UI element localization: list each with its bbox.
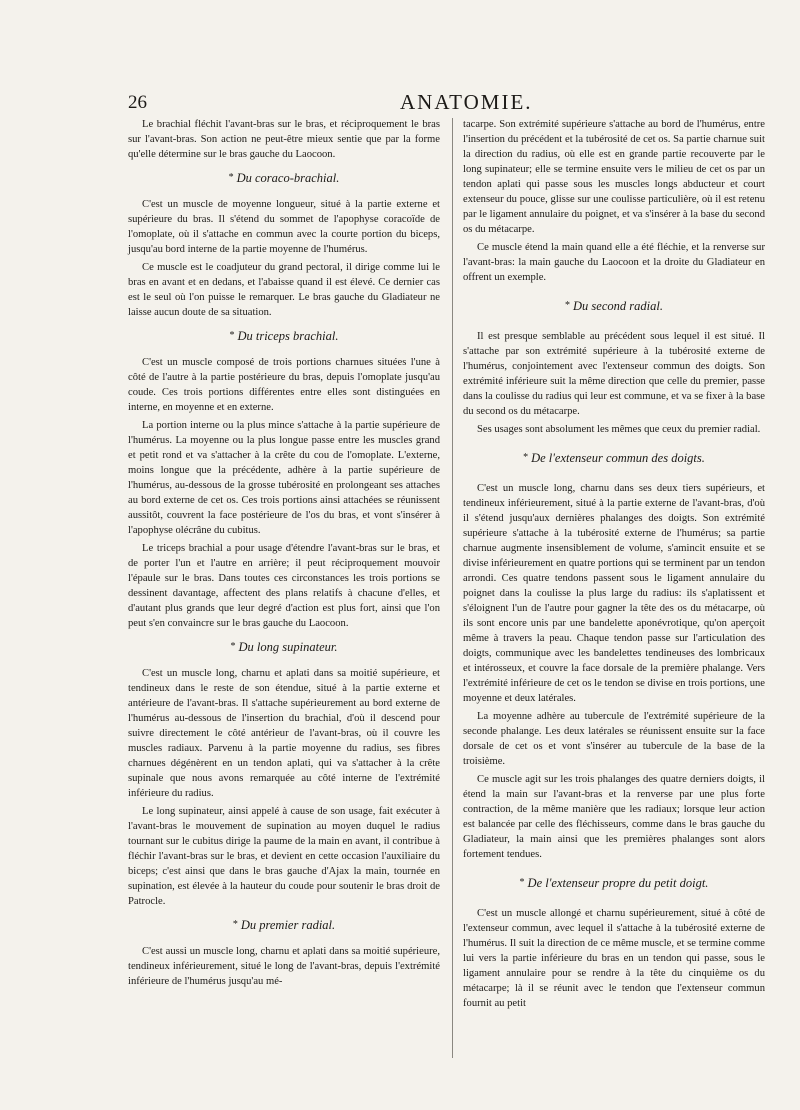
asterisk-icon: * (229, 330, 235, 341)
paragraph: La portion interne ou la plus mince s'attache à la partie supérieure de l'humérus. La moyenne ou la plus longue passe entre les muscles grand et petit rond et va s'attacher à la crête du cou de l'omoplate. L'externe, moins longue que la précédente, adhère à la partie supérieure de l'humérus, au-dessous de la grosse tubérosité en prolongeant ses attaches au bord externe de cet os. Ces trois portions ainsi attachées se réunissent aussitôt, couvrent la face postérieure de l'os du bras, et vont s'insérer à l'apophyse olécrâne du cubitus. (128, 420, 440, 536)
column-divider (452, 118, 453, 1058)
paragraph: tacarpe. Son extrémité supérieure s'attache au bord de l'humérus, entre l'insertion du précédent et la tubérosité de cet os. Sa partie charnue suit la direction du radius, où elle est en grande partie recouverte par le long supinateur; elle se termine ensuite vers le milieu de cet os par un tendon aplati qui passe sous les muscles longs abducteur et court extenseur du pouce, glisse sur une coulisse particulière, où il est retenu par le ligament annulaire du poignet, et va s'insérer à la base du second os du métacarpe. (463, 119, 765, 235)
paragraph: C'est un muscle de moyenne longueur, situé à la partie externe et supérieure du bras. Il s'étend du sommet de l'apophyse coracoïde de l'omoplate, où il s'attache en commun avec la courte portion du biceps, jusqu'au bord interne de la partie moyenne de l'humérus. (128, 199, 440, 255)
paragraph: Ce muscle est le coadjuteur du grand pectoral, il dirige comme lui le bras en avant et en dedans, et l'abaisse quand il est élevé. Ce dernier cas est le seul où l'on puisse le remarquer. Le bras gauche du Gladiateur ne laisse aucun doute de sa situation. (128, 262, 440, 318)
heading-text: Du second radial. (573, 299, 663, 313)
paragraph: Ses usages sont absolument les mêmes que ceux du premier radial. (477, 424, 761, 435)
paragraph: Ce muscle étend la main quand elle a été fléchie, et la renverse sur l'avant-bras: la main gauche du Laocoon et la droite du Gladiateur en offrent un exemple. (463, 242, 765, 283)
section-heading (463, 451, 765, 467)
heading-text: Du triceps brachial. (237, 329, 339, 343)
heading-text: Du premier radial. (240, 918, 336, 932)
heading-text: Du long supinateur. (238, 640, 338, 654)
paragraph: C'est aussi un muscle long, charnu et aplati dans sa moitié supérieure, tendineux inférieurement, situé le long de l'avant-bras, depuis l'extrémité inférieure de l'humérus jusqu'au mé- (128, 946, 440, 987)
asterisk-icon: * (523, 452, 529, 463)
page-number: 26 (128, 92, 147, 113)
section-heading (128, 329, 440, 345)
asterisk-icon: * (519, 877, 525, 888)
section-heading (128, 918, 440, 934)
heading-text: Du coraco-brachial. (236, 171, 340, 185)
paragraph: C'est un muscle long, charnu dans ses deux tiers supérieurs, et tendineux inférieurement, situé à la partie externe de l'avant-bras, d'où il s'étend jusqu'aux dernières phalanges des doigts. Son extrémité supérieure s'attache à la tubérosité externe de l'humérus; sa partie charnue augmente insensiblement de volume, s'amincit ensuite et se divise inférieurement en quatre portions qui se terminent par un tendon arrondi. Ces quatre tendons passent sous le ligament annulaire du poignet dans la coulisse la plus large du radius: ils s'aplatissent et s'éloignent l'un de l'autre pour gagner la tête des os du métacarpe, où ils sont encore unis par une bandelette aponévrotique, qu'on aperçoit même à travers la peau. Chaque tendon passe sur l'articulation des doigts, communique avec les bandelettes tendineuses des lombricaux et intérosseux, et couvre la face dorsale de la première phalange. Vers l'extrémité inférieure de cet os le tendon se divise en trois portions, une moyenne et deux latérales. (463, 483, 765, 704)
paragraph: Le brachial fléchit l'avant-bras sur le bras, et réciproquement le bras sur l'avant-bras. Son action ne peut-être mieux sentie que par la forme qu'elle détermine sur le bras gauche du Laocoon. (128, 119, 440, 160)
paragraph: Ce muscle agit sur les trois phalanges des quatre derniers doigts, il étend la main sur l'avant-bras et la renverse par une plus forte contraction, de la même manière que les radiaux; lorsque leur action est balancée par celle des fléchisseurs, comme dans le bras gauche du Gladiateur, la main ainsi que les premières phalanges sont alors fortement tendues. (463, 774, 765, 860)
paragraph: Il est presque semblable au précédent sous lequel il est situé. Il s'attache par son extrémité supérieure à la tubérosité externe de l'humérus, conjointement avec l'extenseur commun des doigts. Son extrémité inférieure suit la même direction que celle du premier, passe dans la coulisse du radius qui leur est commune, et va se fixer à la base du second os du métacarpe. (463, 331, 765, 417)
left-column (128, 117, 440, 992)
section-heading (128, 171, 440, 187)
asterisk-icon: * (230, 641, 236, 652)
running-title: ANATOMIE. (400, 90, 533, 114)
asterisk-icon: * (228, 172, 234, 183)
paragraph: La moyenne adhère au tubercule de l'extrémité supérieure de la seconde phalange. Les deux latérales se réunissent ensuite sur la face dorsale de cet os et vont s'insérer au tubercule de la base de la troisième. (463, 711, 765, 767)
asterisk-icon: * (565, 300, 571, 311)
paragraph: Le triceps brachial a pour usage d'étendre l'avant-bras sur le bras, et de porter l'un et l'autre en arrière; il peut réciproquement mouvoir l'épaule sur le bras. Dans toutes ces circonstances les trois portions se dessinent davantage, affectent des plans relatifs à chacune d'elles, et d'autant plus grands que leur degré d'action est plus fort, ainsi que l'on peut s'en convaincre sur le bras gauche du Laocoon. (128, 543, 440, 629)
paragraph: C'est un muscle long, charnu et aplati dans sa moitié supérieure, et tendineux dans le reste de son étendue, situé à la partie externe et antérieure de l'avant-bras. Il s'attache supérieurement au bord externe de l'humérus au-dessous de l'insertion du brachial, d'où il descend pour suivre directement le côté antérieur de l'avant-bras, où il couvre les muscles radiaux. Parvenu à la partie moyenne du radius, ses fibres charnues dégénèrent en un tendon aplati, qui va s'attacher à la crête supinale que nous avons remarquée au côté interne de l'extrémité inférieure du radius. (128, 668, 440, 799)
paragraph: Le long supinateur, ainsi appelé à cause de son usage, fait exécuter à l'avant-bras le mouvement de supination au moyen duquel le radius tournant sur le cubitus dirige la paume de la main en avant, il contribue à fléchir l'avant-bras sur le bras, et devient en cette occasion l'auxiliaire du biceps; c'est ainsi que dans le bras gauche d'Ajax la main, tournée en supination, est élevée à la hauteur du coude pour soutenir le bras droit de Patrocle. (128, 806, 440, 907)
asterisk-icon: * (232, 919, 238, 930)
section-heading (128, 640, 440, 656)
section-heading (463, 876, 765, 892)
heading-text: De l'extenseur commun des doigts. (531, 451, 705, 465)
right-column (463, 117, 765, 1014)
paragraph: C'est un muscle allongé et charnu supérieurement, situé à côté de l'extenseur commun, avec lequel il s'attache à la tubérosité externe de l'humérus. Il suit la direction de ce même muscle, et se termine comme lui vers la partie inférieure du bras en un tendon qui passe, sous le ligament annulaire pour se rendre à la tête du cinquième os du métacarpe; là il se réunit avec le tendon que l'extenseur commun fournit au petit (463, 908, 765, 1009)
heading-text: De l'extenseur propre du petit doigt. (527, 876, 709, 890)
section-heading (463, 299, 765, 315)
paragraph: C'est un muscle composé de trois portions charnues situées l'une à côté de l'autre à la partie postérieure du bras, depuis l'omoplate jusqu'au coude. Ces trois portions différentes entre elles sont distinguées en interne, en moyenne et en externe. (128, 357, 440, 413)
